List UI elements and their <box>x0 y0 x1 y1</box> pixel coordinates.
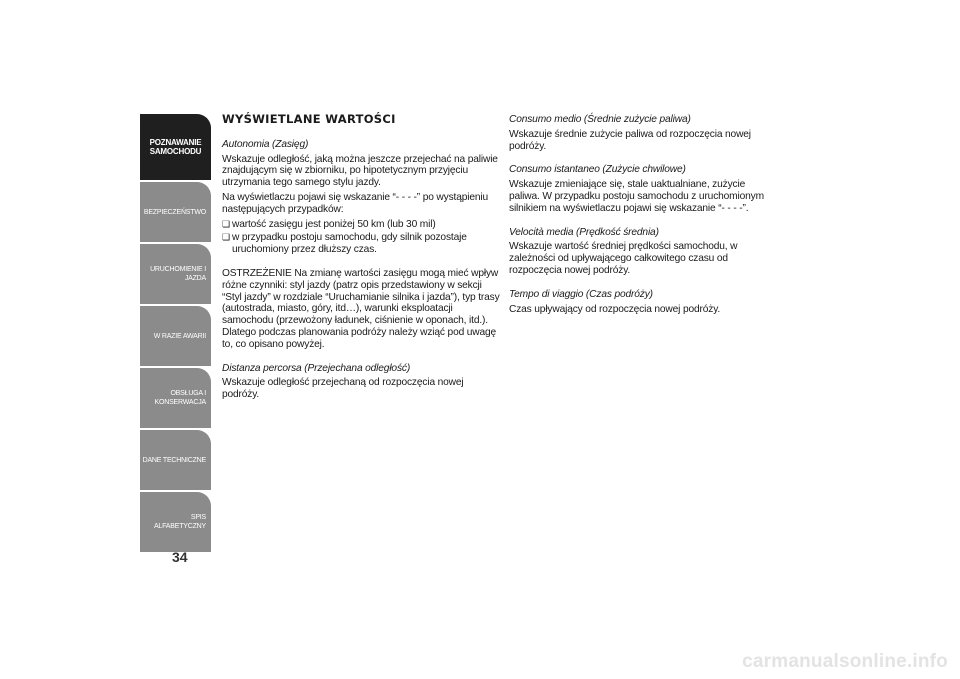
tab-uruchomienie-i-jazda[interactable]: URUCHOMIENIE I JAZDA <box>140 244 211 304</box>
consumo-istantaneo-heading: Consumo istantaneo (Zużycie chwilowe) <box>509 164 686 176</box>
tab-dane-techniczne[interactable]: DANE TECHNICZNE <box>140 430 211 490</box>
warning-paragraph: OSTRZEŻENIE Na zmianę wartości zasięgu mogą mieć wpływ różne czynniki: styl jazdy (patrz opis przedstawiony w sekcji “Styl jazdy” w rozdziale “Uruchamianie silnika i jazda”), typ trasy (autostrada, miasto, góry, itd…), warunki eksploatacji samochodu (przewożony ładunek, ciśnienie w oponach, itd.). Dlatego podczas planowania podróży należy wziąć pod uwagę to, co opisano powyżej. <box>222 267 500 350</box>
distanza-description: Wskazuje odległość przejechaną od rozpoczęcia nowej podróży. <box>222 377 464 401</box>
autonomia-cases-list <box>222 219 500 256</box>
velocita-media-heading: Velocità media (Prędkość średnia) <box>509 226 659 238</box>
autonomia-heading: Autonomia (Zasięg) <box>222 138 309 150</box>
tab-bezpieczenstwo[interactable]: BEZPIECZEŃSTWO <box>140 182 211 242</box>
tab-poznawanie-samochodu[interactable]: POZNAWANIE SAMOCHODU <box>140 114 211 180</box>
section-title: WYŚWIETLANE WARTOŚCI <box>222 112 396 126</box>
tab-spis-alfabetyczny[interactable]: SPIS ALFABETYCZNY <box>140 492 211 552</box>
page-number: 34 <box>172 549 188 565</box>
distanza-heading: Distanza percorsa (Przejechana odległość) <box>222 362 411 374</box>
tab-obsluga-i-konserwacja[interactable]: OBSŁUGA I KONSERWACJA <box>140 368 211 428</box>
chapter-sidebar <box>140 114 211 554</box>
watermark: carmanualsonline.info <box>742 651 948 672</box>
list-item: ❏ wartość zasięgu jest poniżej 50 km (lub 30 mil) <box>222 219 500 231</box>
list-item: ❏ w przypadku postoju samochodu, gdy silnik pozostaje uruchomiony przez dłuższy czas. <box>222 232 500 256</box>
consumo-medio-heading: Consumo medio (Średnie zużycie paliwa) <box>509 114 691 125</box>
consumo-medio-description: Wskazuje średnie zużycie paliwa od rozpoczęcia nowej podróży. <box>509 128 751 152</box>
tempo-di-viaggio-heading: Tempo di viaggio (Czas podróży) <box>509 288 653 300</box>
tempo-di-viaggio-description: Czas upływający od rozpoczęcia nowej podróży. <box>509 303 721 315</box>
left-column <box>222 114 500 404</box>
consumo-istantaneo-description: Wskazuje zmieniające się, stale uaktualniane, zużycie paliwa. W przypadku postoju samochodu z uruchomionym silnikiem na wyświetlaczu pojawi się wskazanie “- - - -”. <box>509 179 764 214</box>
tab-w-razie-awarii[interactable]: W RAZIE AWARII <box>140 306 211 366</box>
velocita-media-description: Wskazuje wartość średniej prędkości samochodu, w zależności od upływającego całkowitego czasu od rozpoczęcia nowej podróży. <box>509 241 738 276</box>
autonomia-description: Wskazuje odległość, jaką można jeszcze przejechać na paliwie znajdującym się w zbiorniku, po hipotetycznym przyjęciu utrzymania tego samego stylu jazdy. <box>222 153 498 189</box>
right-column <box>509 114 775 318</box>
autonomia-display-note: Na wyświetlaczu pojawi się wskazanie “- - - -” po wystąpieniu następujących przypadków: <box>222 191 489 215</box>
